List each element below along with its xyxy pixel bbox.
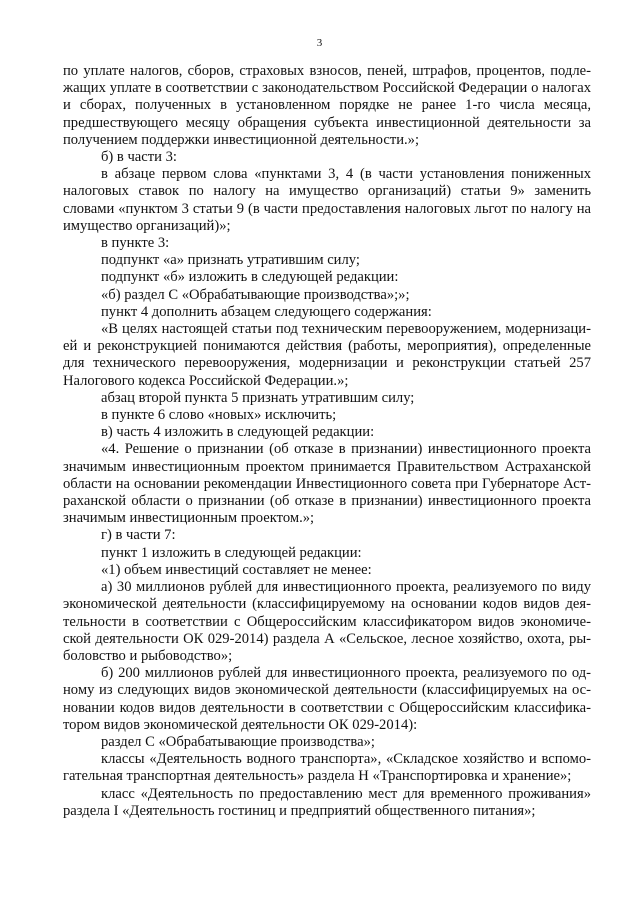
paragraph: в абзаце первом слова «пунктами 3, 4 (в части установления пониженных налоговых ставок по налогу на имущество организаций) статьи 9» заменить словами «пунктом 3 статьи 9 (в части предоставления налоговых льгот по налогу на имущество организаций)»; xyxy=(63,166,591,234)
paragraph: подпункт «б» изложить в следующей редакции: xyxy=(101,269,399,286)
document-body xyxy=(63,63,591,820)
paragraph: «В целях настоящей статьи под техническим перевооружением, модернизацией и реконструкцией понимаются действия (работы, мероприятия), определенные для технического перевооружения, модернизации и реконструкции статьей 257 Налогового кодекса Российской Федерации.»; xyxy=(63,321,591,389)
paragraph: «б) раздел С «Обрабатывающие производства»;»; xyxy=(101,286,410,303)
paragraph: в) часть 4 изложить в следующей редакции: xyxy=(101,424,375,441)
paragraph: «4. Решение о признании (об отказе в признании) инвестиционного проекта значимым инвестиционным проектом принимается Правительством Астраханской области на основании рекомендации Инвестиционного совета при Губернаторе Астраханской области о признании (об отказе в признании) инвестиционного проекта значимым инвестиционным проектом.»; xyxy=(63,441,591,527)
paragraph: класс «Деятельность по предоставлению мест для временного проживания» раздела I «Деятельность гостиниц и предприятий общественного питания»; xyxy=(63,785,591,819)
paragraph: б) в части 3: xyxy=(101,149,177,166)
paragraph: г) в части 7: xyxy=(101,527,176,544)
paragraph: пункт 4 дополнить абзацем следующего содержания: xyxy=(101,303,432,320)
paragraph: подпункт «а» признать утратившим силу; xyxy=(101,252,360,269)
paragraph: б) 200 миллионов рублей для инвестиционного проекта, реализуемого по одному из следующих видов экономической деятельности (классифицируемых на основании кодов видов деятельности в соответствии с Общероссийским классификатором видов экономической деятельности ОК 029-2014): xyxy=(63,665,591,733)
paragraph: пункт 1 изложить в следующей редакции: xyxy=(101,544,362,561)
paragraph: классы «Деятельность водного транспорта», «Складское хозяйство и вспомогательная транспортная деятельность» раздела Н «Транспортировка и хранение»; xyxy=(63,751,591,785)
paragraph: в пункте 3: xyxy=(101,235,170,252)
page-number: 3 xyxy=(316,37,323,49)
paragraph: абзац второй пункта 5 признать утратившим силу; xyxy=(101,389,415,406)
paragraph: а) 30 миллионов рублей для инвестиционного проекта, реализуемого по виду экономической деятельности (классифицируемому на основании кодов видов деятельности в соответствии с Общероссийским классификатором видов экономической деятельности ОК 029-2014) раздела А «Сельское, лесное хозяйство, охота, рыболовство и рыбоводство»; xyxy=(63,579,591,664)
paragraph: по уплате налогов, сборов, страховых взносов, пеней, штрафов, процентов, подлежащих уплате в соответствии с законодательством Российской Федерации о налогах и сборах, полученных в установленном порядке не ранее 1-го числа месяца, предшествующего месяцу обращения субъекта инвестиционной деятельности за получением поддержки инвестиционной деятельности.»; xyxy=(63,63,591,148)
paragraph: «1) объем инвестиций составляет не менее: xyxy=(101,561,372,578)
paragraph: раздел С «Обрабатывающие производства»; xyxy=(101,733,375,750)
paragraph: в пункте 6 слово «новых» исключить; xyxy=(101,407,337,424)
